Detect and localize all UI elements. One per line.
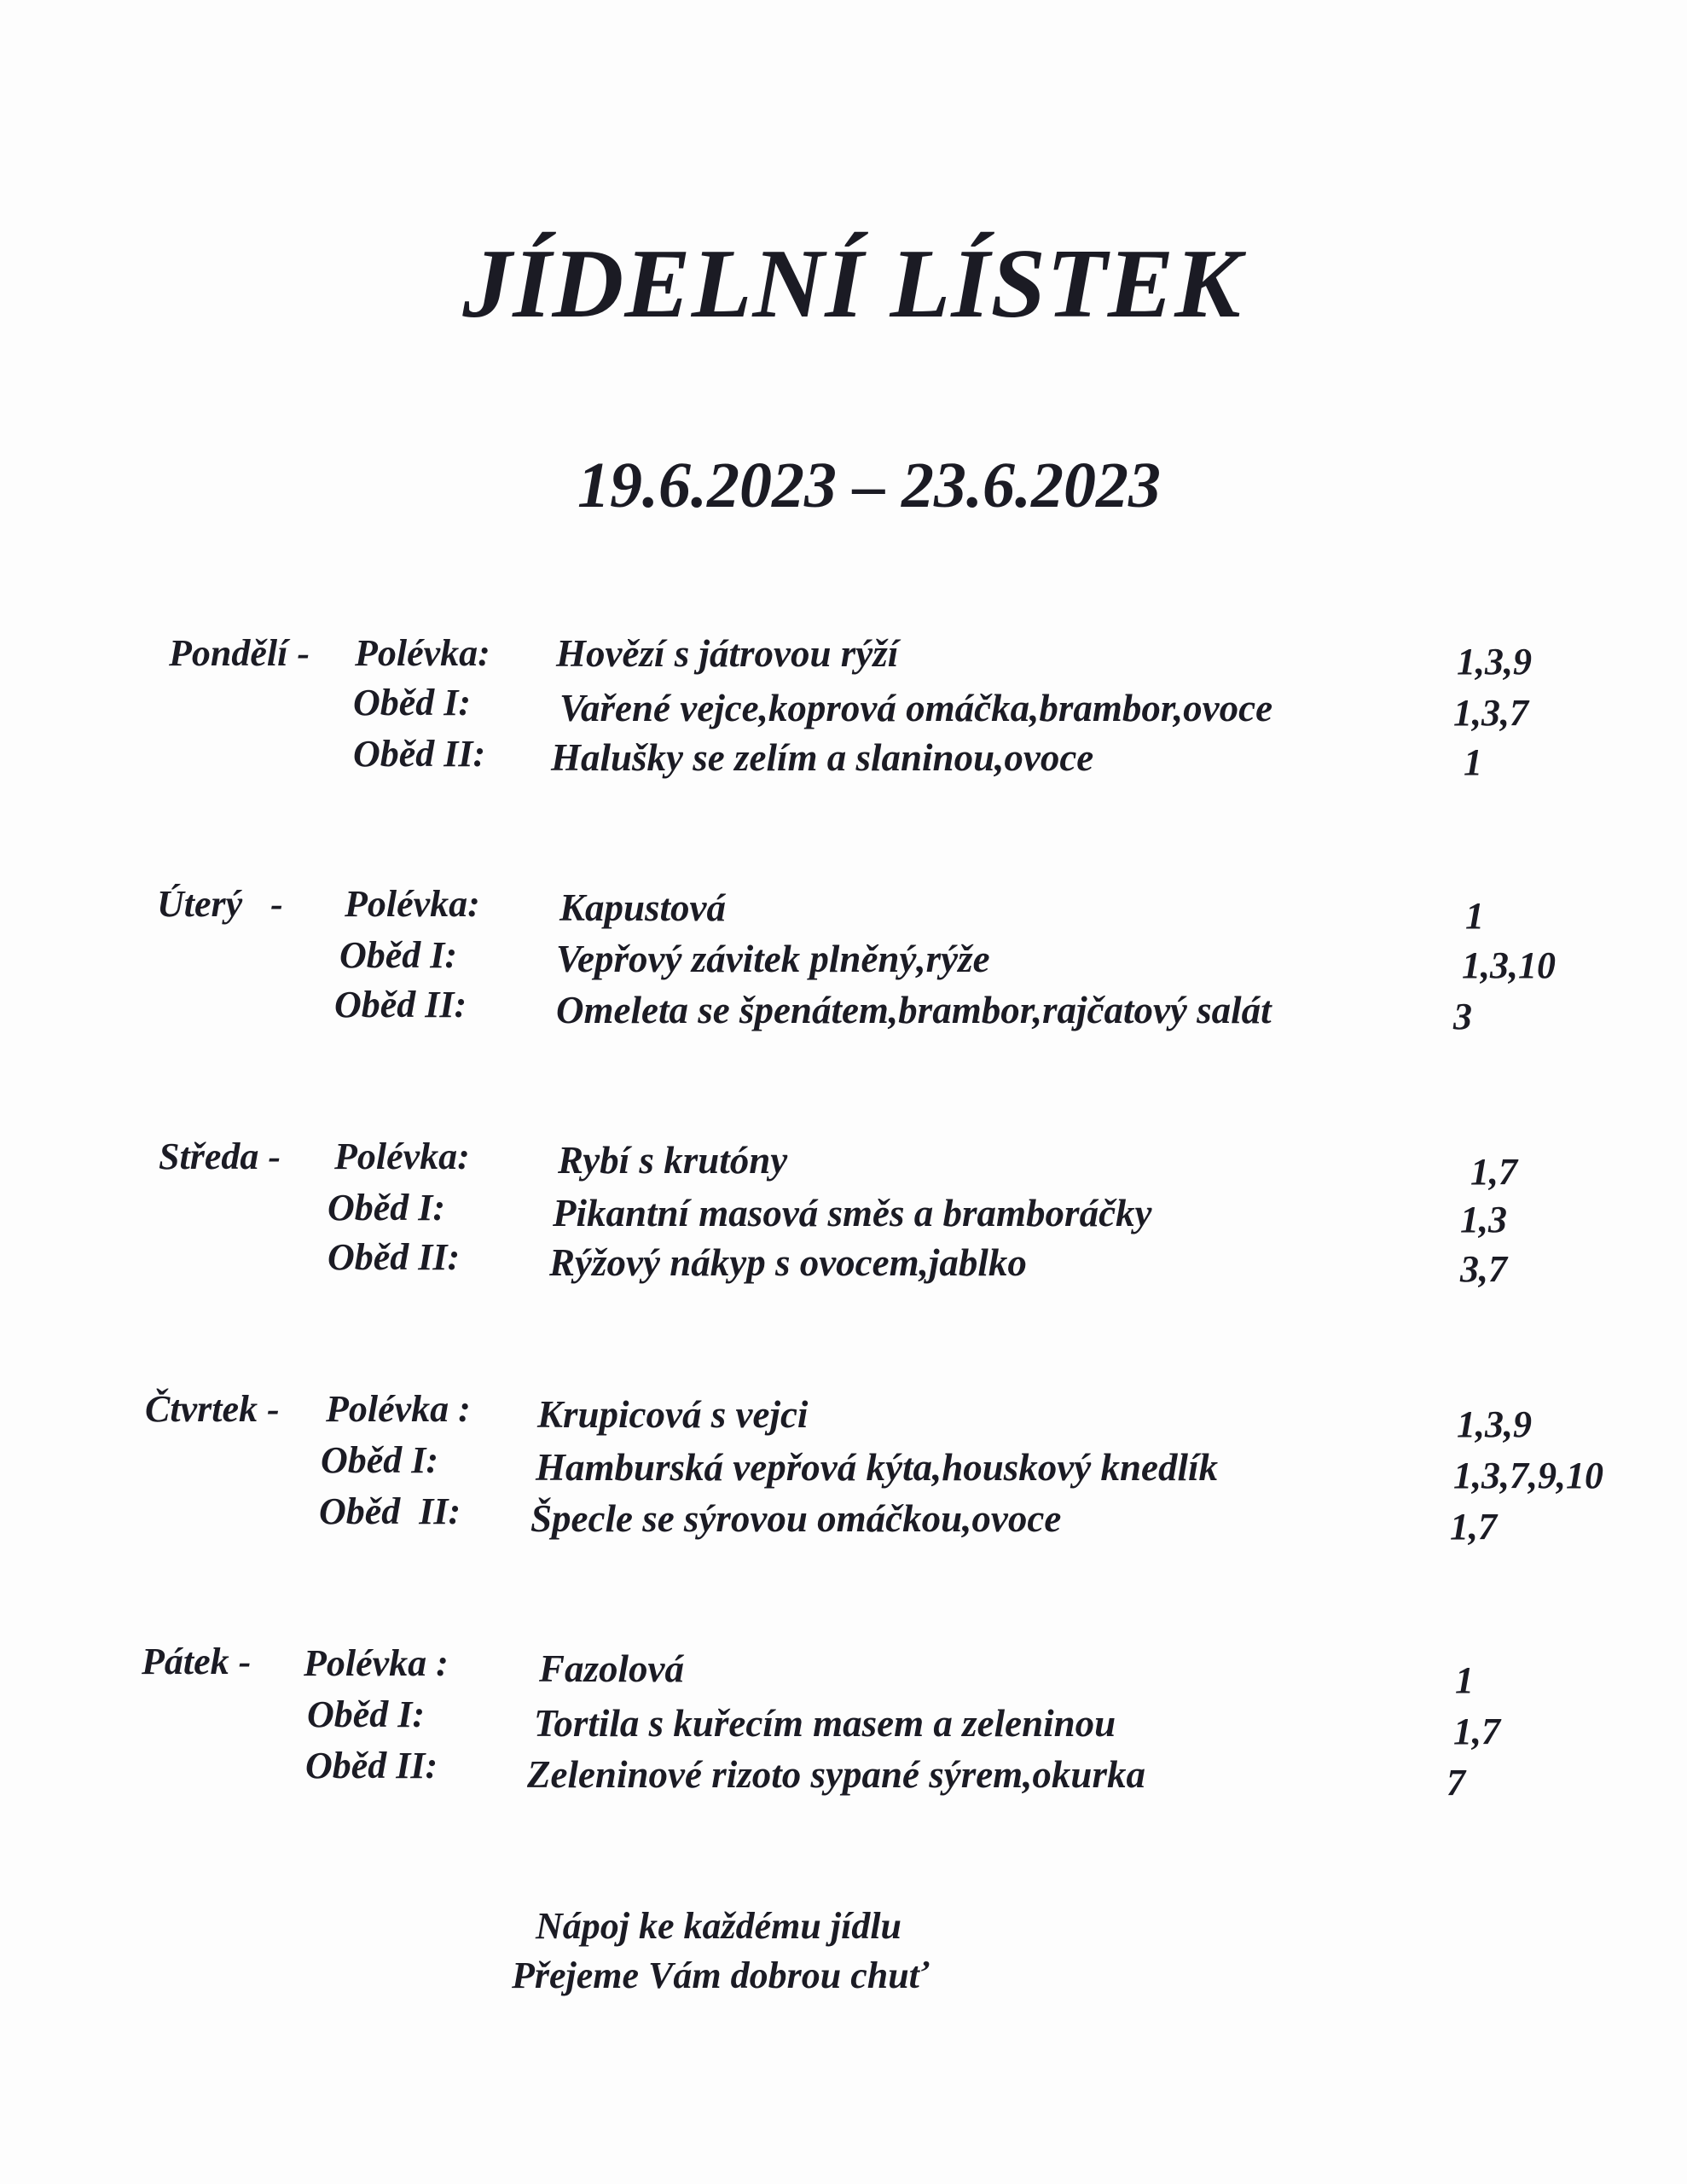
day-label-wednesday: Středa -: [159, 1136, 281, 1177]
meal-type: Oběd I:: [339, 934, 458, 976]
allergen-codes: 1,3,9: [1457, 641, 1532, 682]
allergen-codes: 1: [1464, 741, 1482, 783]
meal-type: Polévka :: [304, 1642, 449, 1684]
meal-type: Oběd II:: [334, 984, 467, 1025]
meal-type: Oběd I:: [328, 1187, 446, 1228]
dish-name: Fazolová: [539, 1647, 685, 1690]
meal-type: Oběd II:: [328, 1236, 461, 1278]
allergen-codes: 1: [1465, 895, 1484, 937]
dish-name: Pikantní masová směs a bramboráčky: [553, 1192, 1152, 1234]
allergen-codes: 1,7: [1450, 1506, 1497, 1548]
meal-type: Oběd II:: [319, 1490, 461, 1532]
dish-name: Vařené vejce,koprová omáčka,brambor,ovoce: [559, 687, 1273, 729]
allergen-codes: 1,3,7: [1453, 692, 1528, 734]
allergen-codes: 1,3,9: [1457, 1403, 1532, 1445]
date-range: 19.6.2023 – 23.6.2023: [577, 450, 1161, 521]
dish-name: Vepřový závitek plněný,rýže: [556, 938, 990, 980]
meal-type: Polévka:: [355, 632, 490, 674]
allergen-codes: 1,3,7,9,10: [1453, 1455, 1603, 1496]
dish-name: Rybí s krutóny: [558, 1139, 788, 1182]
dish-name: Hovězí s játrovou rýží: [556, 632, 899, 675]
allergen-codes: 3: [1453, 996, 1472, 1037]
meal-type: Oběd I:: [307, 1693, 426, 1735]
dish-name: Halušky se zelím a slaninou,ovoce: [551, 736, 1094, 779]
meal-type: Oběd II:: [353, 733, 486, 775]
dish-name: Tortila s kuřecím masem a zeleninou: [534, 1702, 1116, 1745]
day-label-tuesday: Úterý -: [157, 883, 283, 925]
footer-drink-note: Nápoj ke každému jídlu: [536, 1905, 902, 1947]
day-label-thursday: Čtvrtek -: [145, 1388, 280, 1430]
meal-type: Polévka:: [345, 883, 480, 925]
footer-greeting: Přejeme Vám dobrou chuť: [512, 1955, 930, 1996]
meal-type: Oběd I:: [353, 682, 472, 723]
allergen-codes: 3,7: [1460, 1248, 1507, 1290]
dish-name: Kapustová: [559, 886, 727, 929]
dish-name: Zeleninové rizoto sypané sýrem,okurka: [527, 1753, 1145, 1796]
day-label-friday: Pátek -: [142, 1641, 252, 1682]
dish-name: Krupicová s vejci: [537, 1393, 809, 1436]
meal-type: Oběd I:: [321, 1439, 439, 1481]
dish-name: Špecle se sýrovou omáčkou,ovoce: [530, 1497, 1062, 1540]
allergen-codes: 1,7: [1453, 1711, 1500, 1752]
meal-type: Polévka:: [334, 1136, 470, 1177]
page-title: JÍDELNÍ LÍSTEK: [462, 229, 1242, 339]
dish-name: Omeleta se špenátem,brambor,rajčatový salát: [556, 989, 1272, 1031]
allergen-codes: 1,3,10: [1462, 944, 1556, 986]
meal-type: Oběd II:: [305, 1745, 438, 1786]
allergen-codes: 1: [1455, 1659, 1474, 1701]
meal-type: Polévka :: [326, 1388, 471, 1430]
day-label-monday: Pondělí -: [169, 632, 310, 674]
allergen-codes: 7: [1446, 1762, 1465, 1804]
dish-name: Rýžový nákyp s ovocem,jablko: [549, 1241, 1027, 1284]
allergen-codes: 1,3: [1460, 1199, 1507, 1240]
allergen-codes: 1,7: [1470, 1151, 1517, 1193]
dish-name: Hamburská vepřová kýta,houskový knedlík: [536, 1446, 1218, 1489]
